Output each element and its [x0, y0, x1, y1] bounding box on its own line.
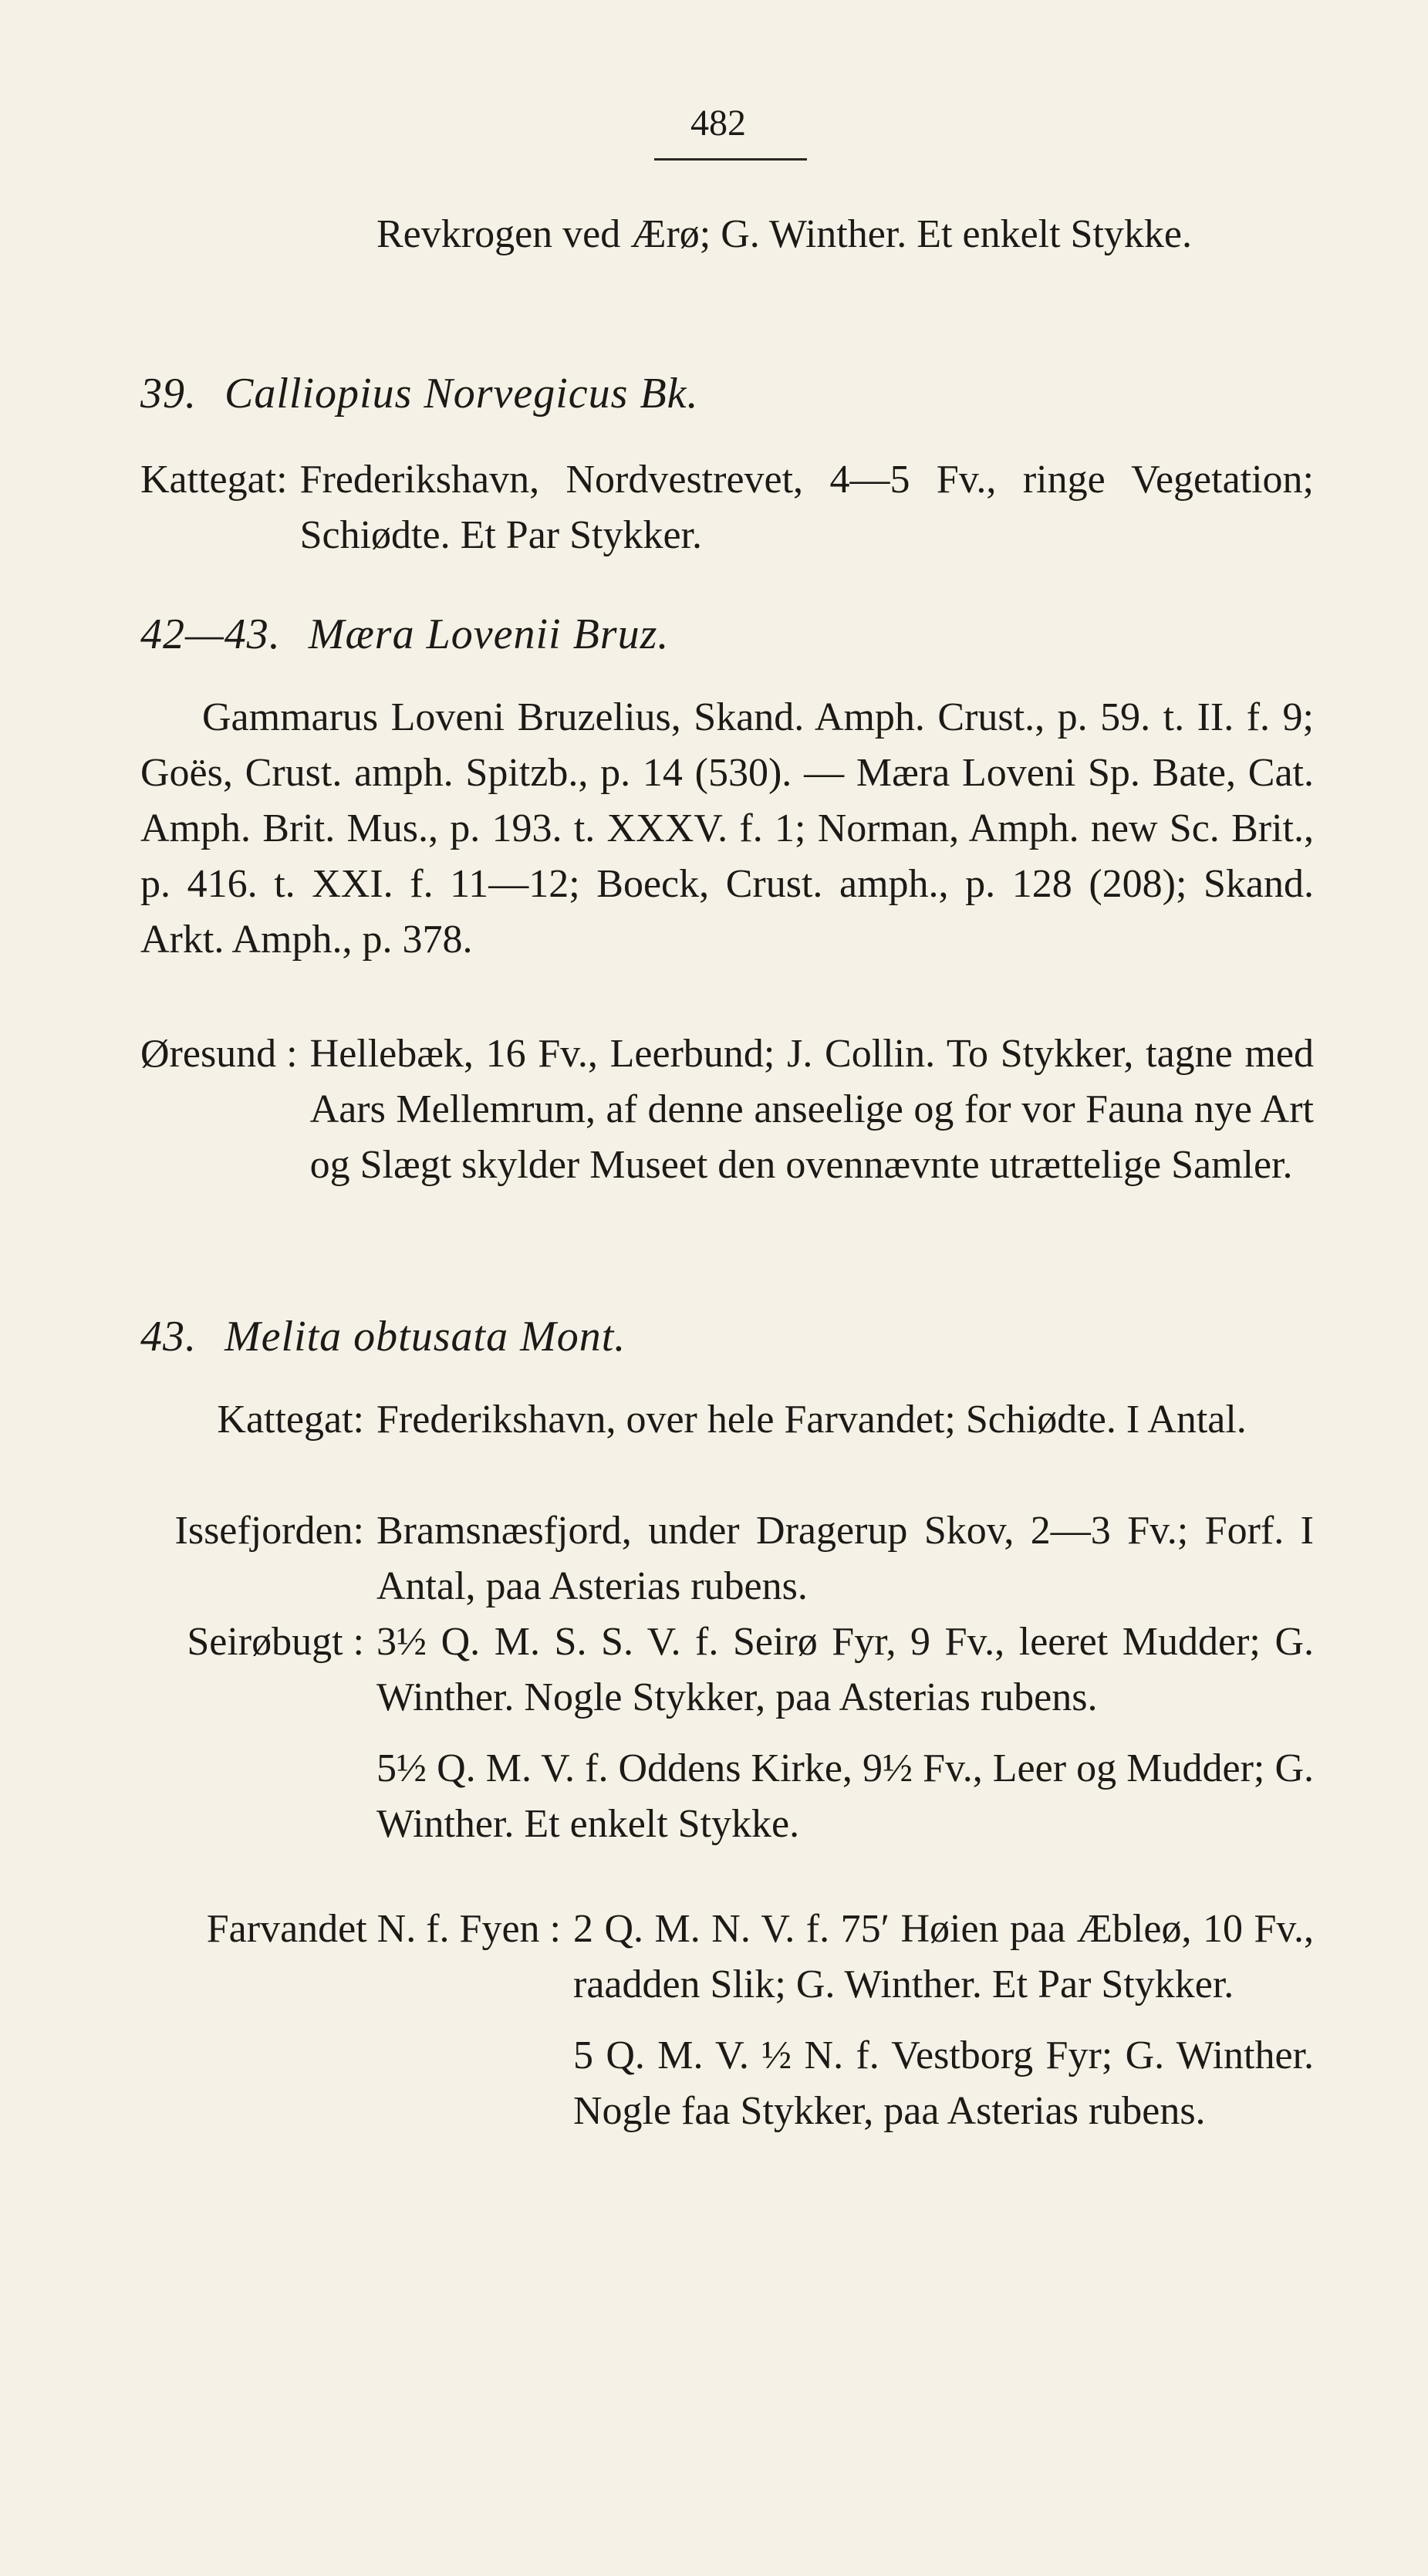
species-name: Mæra Lovenii Bruz.	[308, 610, 670, 658]
page-number: 482	[690, 103, 746, 144]
section-heading-43	[140, 1312, 626, 1361]
locality-label: Kattegat:	[217, 1398, 364, 1442]
locality-row	[140, 1902, 1314, 2139]
synonymy-paragraph: Gammarus Loveni Bruzelius, Skand. Amph. Crust., p. 59. t. II. f. 9; Goës, Crust. amph. Spitzb., p. 14 (530). — Mæra Loveni Sp. Bate, Cat. Amph. Brit. Mus., p. 193. t. XXXV. f. 1; Norman, Amph. new Sc. Brit., p. 416. t. XXI. f. 11—12; Boeck, Crust. amph., p. 128 (208); Skand. Arkt. Amph., p. 378.	[140, 695, 1314, 962]
locality-label: Øresund :	[140, 1032, 298, 1076]
locality-text: 2 Q. M. N. V. f. 75′ Høien paa Æbleø, 10 Fv., raadden Slik; G. Winther. Et Par Stykker.	[573, 1907, 1314, 2006]
locality-text-2: 5 Q. M. V. ½ N. f. Vestborg Fyr; G. Winther. Nogle faa Stykker, paa Asterias rubens.	[573, 2033, 1314, 2133]
section-heading-39	[140, 369, 699, 418]
locality-row	[140, 452, 1314, 563]
section-heading-42-43	[140, 610, 669, 659]
locality-label: Kattegat:	[140, 458, 288, 502]
locality-label: Seirøbugt :	[187, 1620, 364, 1664]
locality-text: Frederikshavn, over hele Farvandet; Schiødte. I Antal.	[376, 1398, 1247, 1442]
section-number: 39.	[140, 370, 197, 418]
header-rule	[654, 158, 807, 161]
locality-row	[140, 1503, 1314, 1614]
locality-text: Frederikshavn, Nordvestrevet, 4—5 Fv., ringe Vegetation; Schiødte. Et Par Stykker.	[299, 458, 1314, 557]
locality-text: Hellebæk, 16 Fv., Leerbund; J. Collin. To Stykker, tagne med Aars Mellemrum, af denne anseelige og for vor Fauna nye Art og Slægt skylder Museet den ovennævnte utrættelige Samler.	[309, 1032, 1314, 1187]
species-name: Melita obtusata Mont.	[224, 1313, 626, 1361]
locality-text: 3½ Q. M. S. S. V. f. Seirø Fyr, 9 Fv., leeret Mudder; G. Winther. Nogle Stykker, paa Asterias rubens.	[376, 1620, 1314, 1719]
locality-text-2: 5½ Q. M. V. f. Oddens Kirke, 9½ Fv., Leer og Mudder; G. Winther. Et enkelt Stykke.	[376, 1746, 1314, 1846]
locality-label: Farvandet N. f. Fyen :	[206, 1907, 561, 1951]
locality-text: Bramsnæsfjord, under Dragerup Skov, 2—3 Fv.; Forf. I Antal, paa Asterias rubens.	[376, 1509, 1314, 1608]
section-number: 42—43.	[140, 610, 281, 658]
species-name: Calliopius Norvegicus Bk.	[224, 370, 699, 418]
intro-paragraph: Revkrogen ved Ærø; G. Winther. Et enkelt Stykke.	[376, 212, 1192, 256]
locality-label: Issefjorden:	[174, 1509, 364, 1553]
locality-row	[140, 1392, 1314, 1448]
section-number: 43.	[140, 1313, 197, 1361]
locality-row	[140, 1614, 1314, 1852]
locality-row	[140, 1026, 1314, 1193]
